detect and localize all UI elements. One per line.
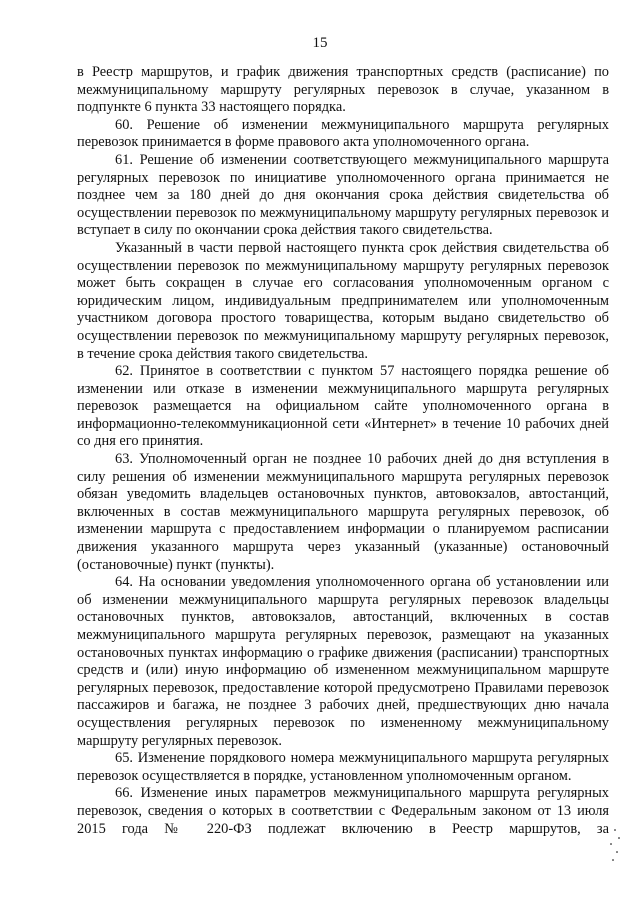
paragraph-66: 66. Изменение иных параметров межмуниципального маршрута регулярных перевозок, сведения о которых в соответствии с Федеральным законом от 13 июля 2015 года № 220-ФЗ подлежат включению в Реестр маршрутов, за	[77, 785, 609, 837]
paragraph-60: 60. Решение об изменении межмуниципального маршрута регулярных перевозок принимается в форме правового акта уполномоченного органа.	[77, 116, 609, 151]
paragraph-62: 62. Принятое в соответствии с пунктом 57 настоящего порядка решение об изменении или отказе в изменении межмуниципального маршрута регулярных перевозок размещается на официальном сайте уполномоченного органа в информационно-телекоммуникационной сети «Интернет» в течение 10 рабочих дней со дня его принятия.	[77, 363, 609, 450]
scan-artifact	[592, 827, 622, 867]
paragraph-63: 63. Уполномоченный орган не позднее 10 рабочих дней до дня вступления в силу решения об изменении межмуниципального маршрута регулярных перевозок обязан уведомить владельцев остановочных пунктов, автовокзалов, автостанций, включенных в состав межмуниципального маршрута регулярных перевозок, об изменении маршрута с предоставлением информации о планируемом расписании движения указанного маршрута через указанный (указанные) остановочный (остановочные) пункт (пункты).	[77, 451, 609, 573]
paragraph-64: 64. На основании уведомления уполномоченного органа об установлении или об изменении межмуниципального маршрута регулярных перевозок владельцы остановочных пунктов, автовокзалов, автостанций, включенных в состав межмуниципального маршрута регулярных перевозок, размещают на указанных остановочных пунктах информацию о графике движения (расписании) транспортных средств и (или) иную информацию об измененном межмуниципальном маршруте регулярных перевозок, предоставление которой предусмотрено Правилами перевозок пассажиров и багажа, не позднее 3 рабочих дней, предшествующих дню начала осуществления регулярных перевозок по измененному межмуниципальному маршруту регулярных перевозок.	[77, 574, 609, 749]
document-body	[77, 64, 609, 838]
paragraph-65: 65. Изменение порядкового номера межмуниципального маршрута регулярных перевозок осуществляется в порядке, установленном уполномоченным органом.	[77, 750, 609, 784]
paragraph-59-continuation: в Реестр маршрутов, и график движения транспортных средств (расписание) по межмуниципальному маршруту регулярных перевозок в случае, указанном в подпункте 6 пункта 33 настоящего порядка.	[77, 64, 609, 116]
paragraph-61-part-2: Указанный в части первой настоящего пункта срок действия свидетельства об осуществлении перевозок по межмуниципальному маршруту регулярных перевозок может быть сокращен в случае его согласования уполномоченным органом с юридическим лицом, индивидуальным предпринимателем или уполномоченным участником договора простого товарищества, которым выдано свидетельство об осуществлении перевозок по межмуниципальному маршруту регулярных перевозок, в течение срока действия такого свидетельства.	[77, 239, 609, 362]
page-number: 15	[312, 35, 328, 51]
paragraph-61: 61. Решение об изменении соответствующего межмуниципального маршрута регулярных перевозок по инициативе уполномоченного органа принимается не позднее чем за 180 дней до дня окончания срока действия свидетельства об осуществлении перевозок по межмуниципальному маршруту регулярных перевозок и вступает в силу по окончании срока действия такого свидетельства.	[77, 151, 609, 239]
